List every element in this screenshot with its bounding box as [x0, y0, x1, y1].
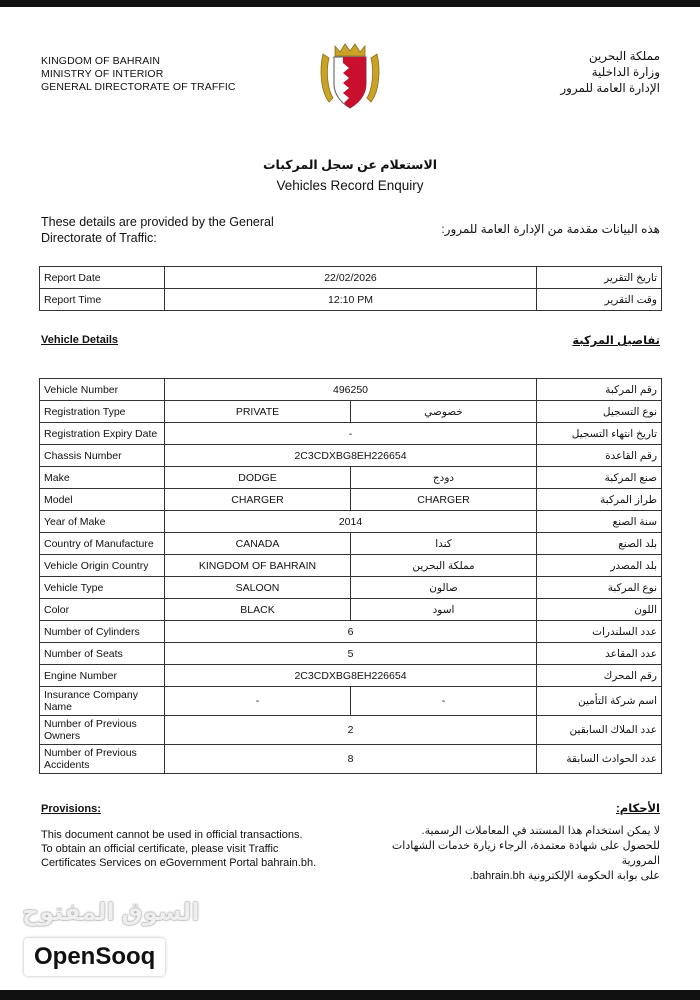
provisions-line-ar: لا يمكن استخدام هذا المستند في المعاملات الرسمية. — [421, 825, 660, 837]
registration-expiry-value: - — [165, 423, 537, 445]
make-label-ar: صنع المركبة — [537, 467, 662, 489]
previous-accidents-label-ar: عدد الحوادث السابقة — [537, 745, 662, 774]
vehicle-details-heading: Vehicle Details — [41, 334, 119, 346]
insurance-company-value-ar: - — [351, 687, 537, 716]
registration-expiry-label: Registration Expiry Date — [40, 423, 165, 445]
table-row — [40, 467, 662, 489]
header-english — [41, 55, 236, 94]
vehicle-type-value: SALOON — [165, 577, 351, 599]
country-of-manufacture-label-ar: بلد الصنع — [537, 533, 662, 555]
vehicle-type-value-ar: صالون — [351, 577, 537, 599]
report-time-label-ar: وقت التقرير — [537, 289, 662, 311]
bahrain-emblem-icon — [319, 40, 381, 112]
top-dark-bar — [0, 0, 700, 7]
registration-type-value: PRIVATE — [165, 401, 351, 423]
table-row — [40, 401, 662, 423]
seats-label-ar: عدد المقاعد — [537, 643, 662, 665]
bottom-dark-bar — [0, 990, 700, 1000]
table-row — [40, 577, 662, 599]
insurance-company-value: - — [165, 687, 351, 716]
previous-owners-value: 2 — [165, 716, 537, 745]
table-row — [40, 533, 662, 555]
table-row — [40, 511, 662, 533]
provisions-line-ar: على بوابة الحكومة الإلكترونية bahrain.bh. — [469, 870, 660, 882]
document-title: Vehicles Record Enquiry — [276, 178, 424, 193]
chassis-number-label: Chassis Number — [40, 445, 165, 467]
report-date-value: 22/02/2026 — [165, 267, 537, 289]
seats-value: 5 — [165, 643, 537, 665]
cylinders-label: Number of Cylinders — [40, 621, 165, 643]
header-ministry-ar: وزارة الداخلية — [591, 65, 660, 79]
vehicle-type-label: Vehicle Type — [40, 577, 165, 599]
header-directorate-ar: الإدارة العامة للمرور — [560, 81, 660, 95]
origin-country-label: Vehicle Origin Country — [40, 555, 165, 577]
report-table — [39, 266, 662, 311]
header-kingdom: KINGDOM OF BAHRAIN — [41, 55, 161, 67]
opensooq-watermark-logo: OpenSooq — [24, 938, 165, 976]
table-row — [40, 423, 662, 445]
document-title-ar: الاستعلام عن سجل المركبات — [262, 158, 438, 172]
model-value-ar: CHARGER — [351, 489, 537, 511]
year-of-make-value: 2014 — [165, 511, 537, 533]
registration-type-label: Registration Type — [40, 401, 165, 423]
report-date-label-ar: تاريخ التقرير — [537, 267, 662, 289]
table-row — [40, 745, 662, 774]
country-of-manufacture-label: Country of Manufacture — [40, 533, 165, 555]
color-value: BLACK — [165, 599, 351, 621]
year-of-make-label-ar: سنة الصنع — [537, 511, 662, 533]
report-time-row — [40, 289, 662, 311]
model-label-ar: طراز المركبة — [537, 489, 662, 511]
vehicle-number-value: 496250 — [165, 379, 537, 401]
previous-accidents-label: Number of Previous Accidents — [40, 745, 165, 774]
registration-type-label-ar: نوع التسجيل — [537, 401, 662, 423]
report-time-label: Report Time — [40, 289, 165, 311]
provisions-heading: Provisions: — [41, 803, 101, 815]
make-value: DODGE — [165, 467, 351, 489]
report-date-row — [40, 267, 662, 289]
cylinders-label-ar: عدد السلندرات — [537, 621, 662, 643]
vehicle-number-label-ar: رقم المركبة — [537, 379, 662, 401]
table-row — [40, 489, 662, 511]
registration-expiry-label-ar: تاريخ انتهاء التسجيل — [537, 423, 662, 445]
engine-number-label-ar: رقم المحرك — [537, 665, 662, 687]
provisions-line: To obtain an official certificate, please visit Traffic — [41, 843, 279, 855]
opensooq-watermark-ar: السوق المفتوح — [22, 899, 200, 926]
intro-text: These details are provided by the General Directorate of Traffic: — [41, 215, 274, 245]
intro-text-ar: هذه البيانات مقدمة من الإدارة العامة للمرور: — [441, 222, 660, 236]
origin-country-value: KINGDOM OF BAHRAIN — [165, 555, 351, 577]
vehicle-details-heading-ar: تفاصيل المركبة — [572, 335, 660, 347]
make-label: Make — [40, 467, 165, 489]
table-row — [40, 379, 662, 401]
vehicle-details-table — [39, 378, 662, 774]
origin-country-value-ar: مملكة البحرين — [351, 555, 537, 577]
insurance-company-label-ar: اسم شركة التأمين — [537, 687, 662, 716]
model-value: CHARGER — [165, 489, 351, 511]
provisions-line-ar: للحصول على شهادة معتمدة، الرجاء زيارة خدمات الشهادات المرورية — [391, 840, 660, 867]
table-row — [40, 665, 662, 687]
chassis-number-value: 2C3CDXBG8EH226654 — [165, 445, 537, 467]
cylinders-value: 6 — [165, 621, 537, 643]
header-directorate: GENERAL DIRECTORATE OF TRAFFIC — [41, 81, 236, 93]
seats-label: Number of Seats — [40, 643, 165, 665]
country-of-manufacture-value-ar: كندا — [351, 533, 537, 555]
header-ministry: MINISTRY OF INTERIOR — [41, 68, 164, 80]
table-row — [40, 621, 662, 643]
year-of-make-label: Year of Make — [40, 511, 165, 533]
provisions-text — [41, 828, 341, 870]
engine-number-label: Engine Number — [40, 665, 165, 687]
table-row — [40, 643, 662, 665]
insurance-company-label: Insurance Company Name — [40, 687, 165, 716]
registration-type-value-ar: خصوصي — [351, 401, 537, 423]
header-kingdom-ar: مملكة البحرين — [588, 49, 660, 63]
engine-number-value: 2C3CDXBG8EH226654 — [165, 665, 537, 687]
table-row — [40, 687, 662, 716]
previous-accidents-value: 8 — [165, 745, 537, 774]
table-row — [40, 555, 662, 577]
provisions-text-ar — [370, 824, 660, 884]
color-label: Color — [40, 599, 165, 621]
provisions-heading-ar: الأحكام: — [615, 803, 660, 815]
origin-country-label-ar: بلد المصدر — [537, 555, 662, 577]
vehicle-number-label: Vehicle Number — [40, 379, 165, 401]
make-value-ar: دودج — [351, 467, 537, 489]
provisions-line: This document cannot be used in official transactions. — [41, 829, 303, 841]
color-label-ar: اللون — [537, 599, 662, 621]
table-row — [40, 445, 662, 467]
vehicle-type-label-ar: نوع المركبة — [537, 577, 662, 599]
table-row — [40, 716, 662, 745]
previous-owners-label: Number of Previous Owners — [40, 716, 165, 745]
table-row — [40, 599, 662, 621]
report-date-label: Report Date — [40, 267, 165, 289]
header-arabic — [560, 48, 660, 96]
previous-owners-label-ar: عدد الملاك السابقين — [537, 716, 662, 745]
country-of-manufacture-value: CANADA — [165, 533, 351, 555]
color-value-ar: اسود — [351, 599, 537, 621]
model-label: Model — [40, 489, 165, 511]
chassis-number-label-ar: رقم القاعدة — [537, 445, 662, 467]
provisions-line: Certificates Services on eGovernment Portal bahrain.bh. — [41, 857, 317, 869]
report-time-value: 12:10 PM — [165, 289, 537, 311]
